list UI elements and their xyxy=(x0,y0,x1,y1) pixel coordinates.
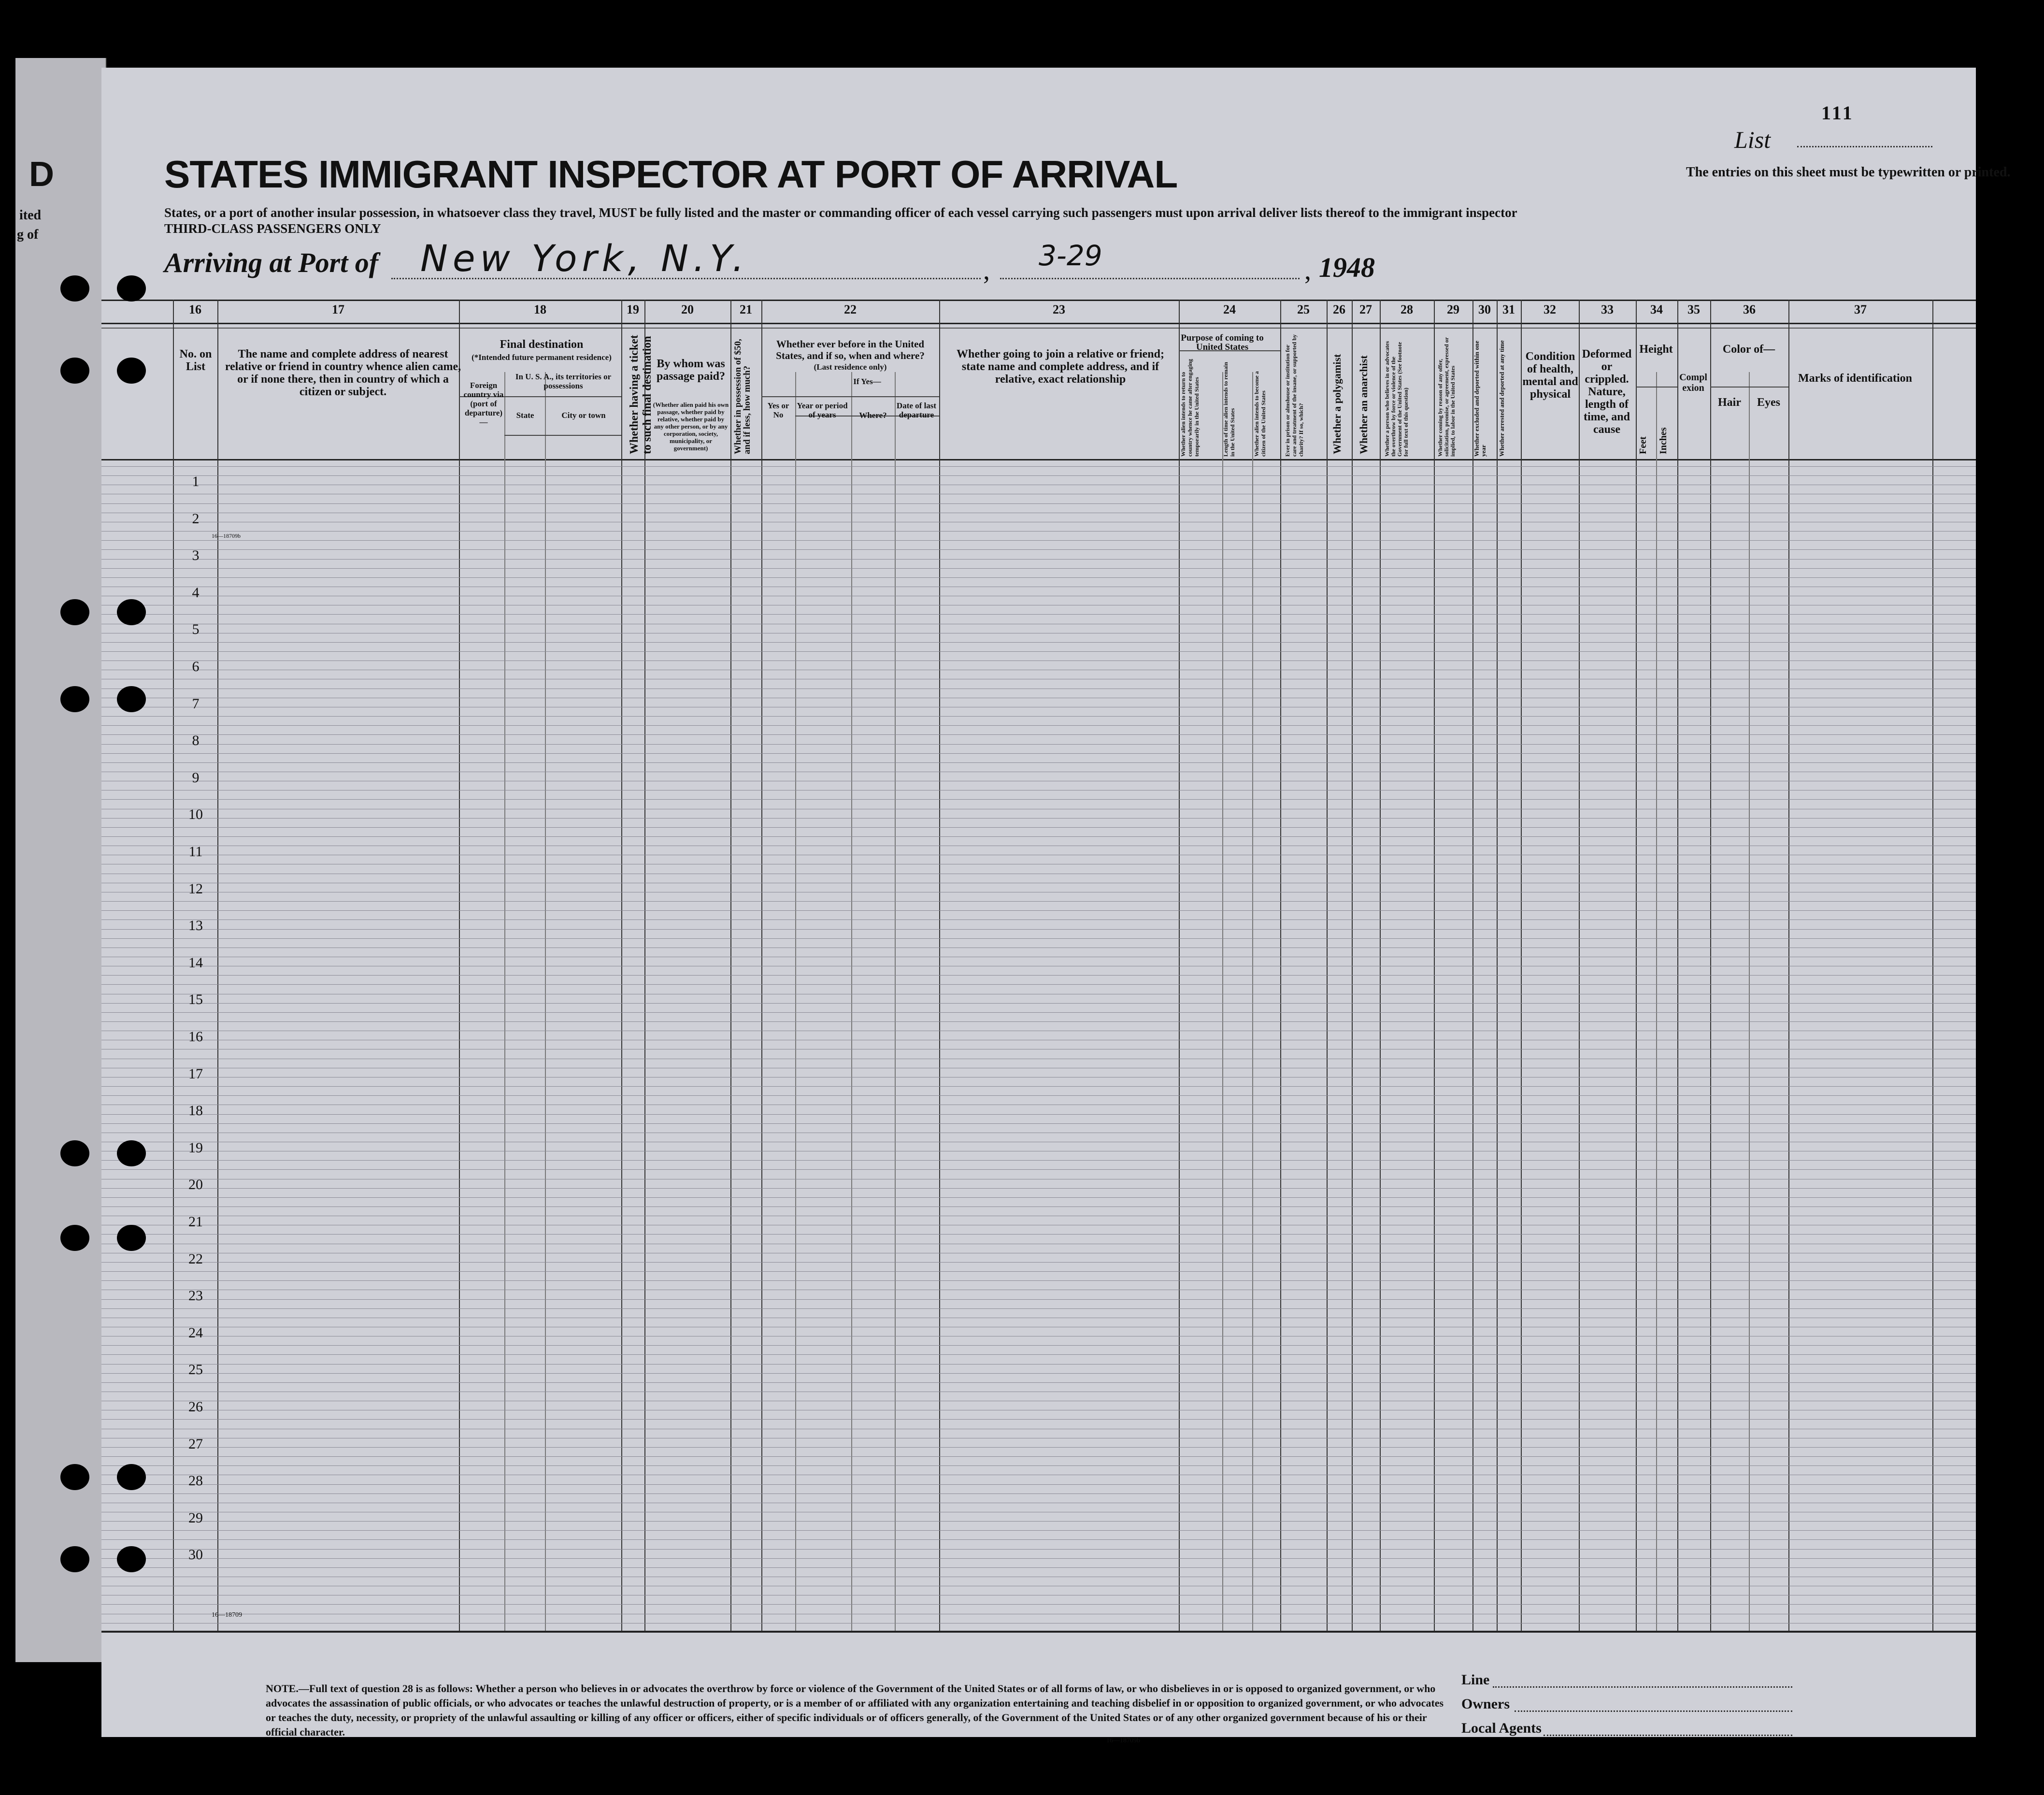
row-number: 16 xyxy=(188,1029,203,1045)
row-rule xyxy=(101,475,1976,476)
sub-column-rule xyxy=(1749,372,1750,1631)
row-rule xyxy=(101,1308,1976,1309)
row-number: 25 xyxy=(188,1362,203,1378)
header-eyes: Eyes xyxy=(1757,396,1780,409)
header-deformed: Deformed or crippled. Nature, length of time, and cause xyxy=(1582,348,1632,436)
header-yes-no: Yes or No xyxy=(767,401,789,419)
column-rule xyxy=(1327,300,1328,1631)
separator: , xyxy=(983,256,990,286)
header-sub-rule xyxy=(504,435,621,436)
header-ever-in-us: Whether ever before in the United States, and if so, when and where? xyxy=(776,338,925,361)
port-value: New York, N.Y. xyxy=(420,237,749,280)
punch-hole xyxy=(117,275,146,302)
row-rule xyxy=(101,1549,1976,1550)
form-code: 16—18709b xyxy=(212,532,241,539)
header-fifty-dollars: Whether in possession of $50, and if less, how much? xyxy=(733,339,752,454)
row-rule xyxy=(101,1521,1976,1522)
column-number: 37 xyxy=(1854,302,1867,316)
row-rule xyxy=(101,762,1976,763)
column-number: 19 xyxy=(627,302,639,316)
row-rule xyxy=(101,1447,1976,1448)
row-number: 3 xyxy=(192,547,200,564)
column-number: 23 xyxy=(1053,302,1065,316)
row-rule xyxy=(101,818,1976,819)
row-number: 30 xyxy=(188,1547,203,1563)
row-rule xyxy=(101,716,1976,717)
punch-hole xyxy=(60,1546,89,1572)
header-purpose-citizen: Whether alien intends to become a citizen of the United States xyxy=(1253,371,1267,457)
row-rule xyxy=(101,651,1976,652)
table-bottom-rule xyxy=(101,1631,1976,1633)
local-agents-label: Local Agents xyxy=(1461,1720,1542,1736)
header-foreign-country: Foreign country via (port of departure)— xyxy=(463,381,504,427)
row-rule xyxy=(101,1345,1976,1346)
header-final-destination: Final destination xyxy=(500,338,584,351)
row-number: 10 xyxy=(188,806,203,823)
punch-hole xyxy=(117,1546,146,1572)
header-labor-offer: Whether coming by reason of any offer, solicitation, promise, or agreement, expressed or implied, to labor in the United States xyxy=(1437,337,1456,457)
row-rule xyxy=(101,1188,1976,1189)
manifest-table xyxy=(101,300,1976,1633)
row-number: 17 xyxy=(188,1065,203,1082)
header-double-rule xyxy=(101,328,1976,329)
row-number: 7 xyxy=(192,695,200,712)
row-number: 1 xyxy=(192,474,200,489)
punch-hole xyxy=(117,599,146,625)
column-number: 26 xyxy=(1333,302,1345,316)
row-rule xyxy=(101,1465,1976,1466)
date-value: 3-29 xyxy=(1039,239,1102,272)
column-rule xyxy=(1579,300,1580,1631)
row-number: 28 xyxy=(188,1473,203,1489)
column-number: 27 xyxy=(1359,302,1372,316)
sub-column-rule xyxy=(545,372,546,1631)
row-rule xyxy=(101,799,1976,800)
typewriter-note: The entries on this sheet must be typewritten or printed. xyxy=(1686,165,2011,180)
header-year-period: Year or period of years xyxy=(797,401,848,419)
header-state: State xyxy=(516,411,534,420)
column-number: 31 xyxy=(1502,302,1515,316)
punch-hole xyxy=(117,686,146,712)
column-rule xyxy=(1497,300,1498,1631)
header-passage-paid: By whom was passage paid? xyxy=(656,358,726,383)
manifest-sheet xyxy=(17,68,2011,1744)
instructions-text: States, or a port of another insular possession, in whatsoever class they travel, MUST be fully listed and the master or commanding officer of each vessel carrying such passengers must upon arrival deliver lists thereof to the immigrant inspector xyxy=(164,205,1517,220)
column-number: 20 xyxy=(681,302,694,316)
header-sub-rule xyxy=(1710,387,1788,388)
column-rule xyxy=(644,300,645,1631)
column-rule xyxy=(1636,300,1637,1631)
table-top-rule xyxy=(101,300,1976,301)
column-rule xyxy=(761,300,762,1631)
row-number: 19 xyxy=(188,1139,203,1156)
row-rule xyxy=(101,1419,1976,1420)
column-number: 29 xyxy=(1447,302,1459,316)
facing-page-letter: D xyxy=(29,155,54,194)
date-line xyxy=(1000,278,1300,279)
row-rule xyxy=(101,1604,1976,1605)
row-rule xyxy=(101,938,1976,939)
column-rule xyxy=(1932,300,1933,1631)
column-rule xyxy=(1434,300,1435,1631)
row-number: 18 xyxy=(188,1103,203,1119)
column-number: 18 xyxy=(534,302,546,316)
row-rule xyxy=(101,1206,1976,1207)
separator: , xyxy=(1304,256,1311,286)
row-number: 24 xyxy=(188,1324,203,1341)
row-number: 27 xyxy=(188,1436,203,1452)
punch-hole xyxy=(60,1464,89,1490)
header-arrested: Whether arrested and deported at any time xyxy=(1498,340,1505,457)
column-rule xyxy=(173,300,174,1631)
header-sub-rule xyxy=(761,396,939,397)
column-number-rule xyxy=(101,323,1976,324)
row-rule xyxy=(101,744,1976,745)
sub-column-rule xyxy=(895,372,896,1631)
column-number: 30 xyxy=(1478,302,1491,316)
row-rule xyxy=(101,503,1976,504)
column-rule xyxy=(621,300,622,1631)
column-rule xyxy=(1677,300,1678,1631)
row-rule xyxy=(101,1169,1976,1170)
row-rule xyxy=(101,1373,1976,1374)
page-number: 111 xyxy=(1821,102,1854,124)
passenger-class-label: THIRD-CLASS PASSENGERS ONLY xyxy=(164,221,381,236)
header-final-destination-sub: (*Intended future permanent residence) xyxy=(472,353,612,362)
list-number-line xyxy=(1797,146,1932,147)
column-number: 24 xyxy=(1223,302,1236,316)
header-last-departure: Date of last departure xyxy=(896,401,937,419)
form-code: 16—18709 xyxy=(212,1611,242,1619)
local-agents-field xyxy=(1544,1735,1792,1736)
row-rule xyxy=(101,642,1976,643)
line-label: Line xyxy=(1461,1672,1490,1688)
row-rule xyxy=(101,1095,1976,1096)
row-number: 5 xyxy=(192,621,200,638)
row-rule xyxy=(101,1123,1976,1124)
row-rule xyxy=(101,836,1976,837)
row-rule xyxy=(101,734,1976,735)
header-purpose-return: Whether alien intends to return to country whence he came after engaging temporarily in the United States xyxy=(1180,359,1200,457)
punch-hole xyxy=(117,358,146,384)
row-rule xyxy=(101,1530,1976,1531)
row-rule xyxy=(101,1197,1976,1198)
row-rule xyxy=(101,1021,1976,1022)
row-number: 29 xyxy=(188,1509,203,1526)
header-if-yes: If Yes— xyxy=(853,377,881,386)
punch-hole xyxy=(60,275,89,302)
header-ever-in-us-sub: (Last residence only) xyxy=(814,362,887,372)
row-rule xyxy=(101,827,1976,828)
page-title: STATES IMMIGRANT INSPECTOR AT PORT OF ARRIVAL xyxy=(164,153,1178,196)
row-number: 11 xyxy=(188,844,203,860)
row-rule xyxy=(101,1354,1976,1355)
punch-hole xyxy=(60,686,89,712)
row-rule xyxy=(101,1567,1976,1568)
punch-hole xyxy=(117,1140,146,1166)
header-no-on-list: No. on List xyxy=(179,348,212,373)
column-number: 16 xyxy=(189,302,201,316)
column-rule xyxy=(1472,300,1473,1631)
row-number: 14 xyxy=(188,954,203,971)
row-rule xyxy=(101,1234,1976,1235)
column-number: 33 xyxy=(1601,302,1614,316)
header-color-of: Color of— xyxy=(1722,343,1775,356)
row-rule xyxy=(101,540,1976,541)
header-complexion: Complexion xyxy=(1679,372,1707,393)
row-rule xyxy=(101,614,1976,615)
header-prison-text: Ever in prison or almshouse or institution for care and treatment of the insane, or supported by charity? If so, which? xyxy=(1284,334,1304,457)
column-rule xyxy=(1352,300,1353,1631)
punch-hole xyxy=(60,1225,89,1251)
row-rule xyxy=(101,549,1976,550)
punch-hole xyxy=(60,358,89,384)
arriving-label: Arriving at Port of xyxy=(164,247,379,278)
punch-hole xyxy=(117,1225,146,1251)
column-number: 28 xyxy=(1401,302,1413,316)
row-rule xyxy=(101,975,1976,976)
header-in-usa: In U. S. A., its territories or possessions xyxy=(515,372,612,390)
column-number: 32 xyxy=(1544,302,1556,316)
header-excluded: Whether excluded and deported within one year xyxy=(1473,341,1487,457)
owners-field xyxy=(1515,1710,1792,1712)
header-anarchist: Whether an anarchist xyxy=(1358,355,1370,454)
row-number: 8 xyxy=(192,732,200,749)
column-rule xyxy=(1710,300,1711,1631)
row-number: 23 xyxy=(188,1288,203,1304)
column-number: 17 xyxy=(332,302,344,316)
row-number: 20 xyxy=(188,1177,203,1193)
row-rule xyxy=(101,1493,1976,1494)
row-number: 6 xyxy=(192,659,200,675)
year-value: 1948 xyxy=(1319,252,1375,283)
row-rule xyxy=(101,984,1976,985)
header-sub-rule xyxy=(1636,387,1677,388)
sub-column-rule xyxy=(504,372,505,1631)
facing-page-text: g of xyxy=(17,227,39,242)
header-hair: Hair xyxy=(1718,396,1741,409)
row-rule xyxy=(101,1262,1976,1263)
row-rule xyxy=(101,1003,1976,1004)
row-number: 26 xyxy=(188,1399,203,1415)
column-rule xyxy=(217,300,218,1631)
row-rule xyxy=(101,1012,1976,1013)
column-rule xyxy=(1521,300,1522,1631)
row-number: 21 xyxy=(188,1214,203,1230)
header-overthrow: Whether a person who believes in or advocates the overthrow by force or violence of the Government of the United States (See footnote for full text of this question) xyxy=(1384,341,1409,457)
punch-hole xyxy=(60,1140,89,1166)
header-city: City or town xyxy=(561,411,606,420)
column-rule xyxy=(939,300,940,1631)
row-rule xyxy=(101,725,1976,726)
header-nearest-relative: The name and complete address of nearest relative or friend in country whence alien came, or if none there, then in country of which a citizen or subject. xyxy=(225,348,461,398)
row-rule xyxy=(101,1280,1976,1281)
row-number: 13 xyxy=(188,918,203,934)
header-purpose-length: Length of time alien intends to remain in the United States xyxy=(1222,362,1236,457)
row-rule xyxy=(101,1456,1976,1457)
sub-column-rule xyxy=(1656,372,1657,1631)
header-marks: Marks of identification xyxy=(1798,372,1912,385)
row-rule xyxy=(101,1558,1976,1559)
column-number: 21 xyxy=(740,302,752,316)
row-rule xyxy=(101,1086,1976,1087)
list-label: List xyxy=(1734,126,1771,153)
facing-page-edge xyxy=(15,58,106,1662)
header-ticket: Whether having a ticket to such final destination xyxy=(628,335,654,454)
row-rule xyxy=(101,1299,1976,1300)
row-rule xyxy=(101,1160,1976,1161)
row-number: 15 xyxy=(188,991,203,1008)
row-rule xyxy=(101,1484,1976,1485)
header-join-relative: Whether going to join a relative or friend; state name and complete address, and if relative, exact relationship xyxy=(957,348,1164,386)
column-rule xyxy=(1179,300,1180,1631)
column-rule xyxy=(1380,300,1381,1631)
column-rule xyxy=(459,300,460,1631)
row-rule xyxy=(101,910,1976,911)
row-rule xyxy=(101,466,1976,467)
row-rule xyxy=(101,568,1976,569)
row-rule xyxy=(101,577,1976,578)
header-health: Condition of health, mental and physical xyxy=(1522,350,1578,401)
row-rule xyxy=(101,929,1976,930)
row-rule xyxy=(101,1539,1976,1540)
column-number: 25 xyxy=(1297,302,1310,316)
facing-page-text: ited xyxy=(19,208,42,223)
column-rule xyxy=(730,300,731,1631)
sub-column-rule xyxy=(795,372,796,1631)
form-code: 16—18709b xyxy=(1106,1737,1140,1744)
line-field xyxy=(1493,1686,1792,1688)
column-number: 35 xyxy=(1687,302,1700,316)
row-number: 22 xyxy=(188,1250,203,1267)
header-inches: Inches xyxy=(1658,427,1669,454)
row-number: 4 xyxy=(192,584,200,601)
header-polygamist: Whether a polygamist xyxy=(1331,354,1343,454)
header-where: Where? xyxy=(859,411,887,420)
sub-column-rule xyxy=(1252,372,1253,1631)
row-rule xyxy=(101,753,1976,754)
header-feet: Feet xyxy=(1638,436,1648,454)
column-rule xyxy=(1280,300,1281,1631)
row-rule xyxy=(101,919,1976,920)
punch-hole xyxy=(60,599,89,625)
header-purpose: Purpose of coming to United States xyxy=(1181,333,1264,352)
row-rule xyxy=(101,1114,1976,1115)
row-number: 9 xyxy=(192,769,200,786)
row-rule xyxy=(101,1382,1976,1383)
row-rule xyxy=(101,559,1976,560)
row-rule xyxy=(101,1271,1976,1272)
footnote: NOTE.—Full text of question 28 is as follows: Whether a person who believes in or advocates the overthrow by force or violence of the Government of the United States or of all forms of law, or who disbelieves in or is opposed to organized government, or who advocates the assassination of public officials, or who advocates or teaches the unlawful destruction of property, or is a member of or affiliated with any organization entertaining and teaching disbelief in or opposition to organized government, or who advocates or teaches the duty, necessity, or propriety of the unlawful assaulting or killing of any officer or officers, either of specific individuals or of officers generally, of the Government of the United States or of any other organized government because of his or their official character. xyxy=(266,1682,1444,1738)
sub-column-rule xyxy=(851,372,852,1631)
column-rule xyxy=(1788,300,1789,1631)
sub-column-rule xyxy=(1222,372,1223,1631)
owners-label: Owners xyxy=(1461,1696,1510,1712)
row-rule xyxy=(101,901,1976,902)
header-height: Height xyxy=(1639,343,1673,356)
row-number: 2 xyxy=(192,510,200,527)
row-number: 12 xyxy=(188,880,203,897)
column-number: 36 xyxy=(1743,302,1756,316)
column-number: 34 xyxy=(1650,302,1663,316)
header-bottom-rule xyxy=(101,459,1976,460)
column-number: 22 xyxy=(844,302,857,316)
punch-hole xyxy=(117,1464,146,1490)
header-passage-paid-sub: (Whether alien paid his own passage, whether paid by relative, whether paid by any other person, or by any corporation, society, municipality, or government) xyxy=(653,401,729,452)
